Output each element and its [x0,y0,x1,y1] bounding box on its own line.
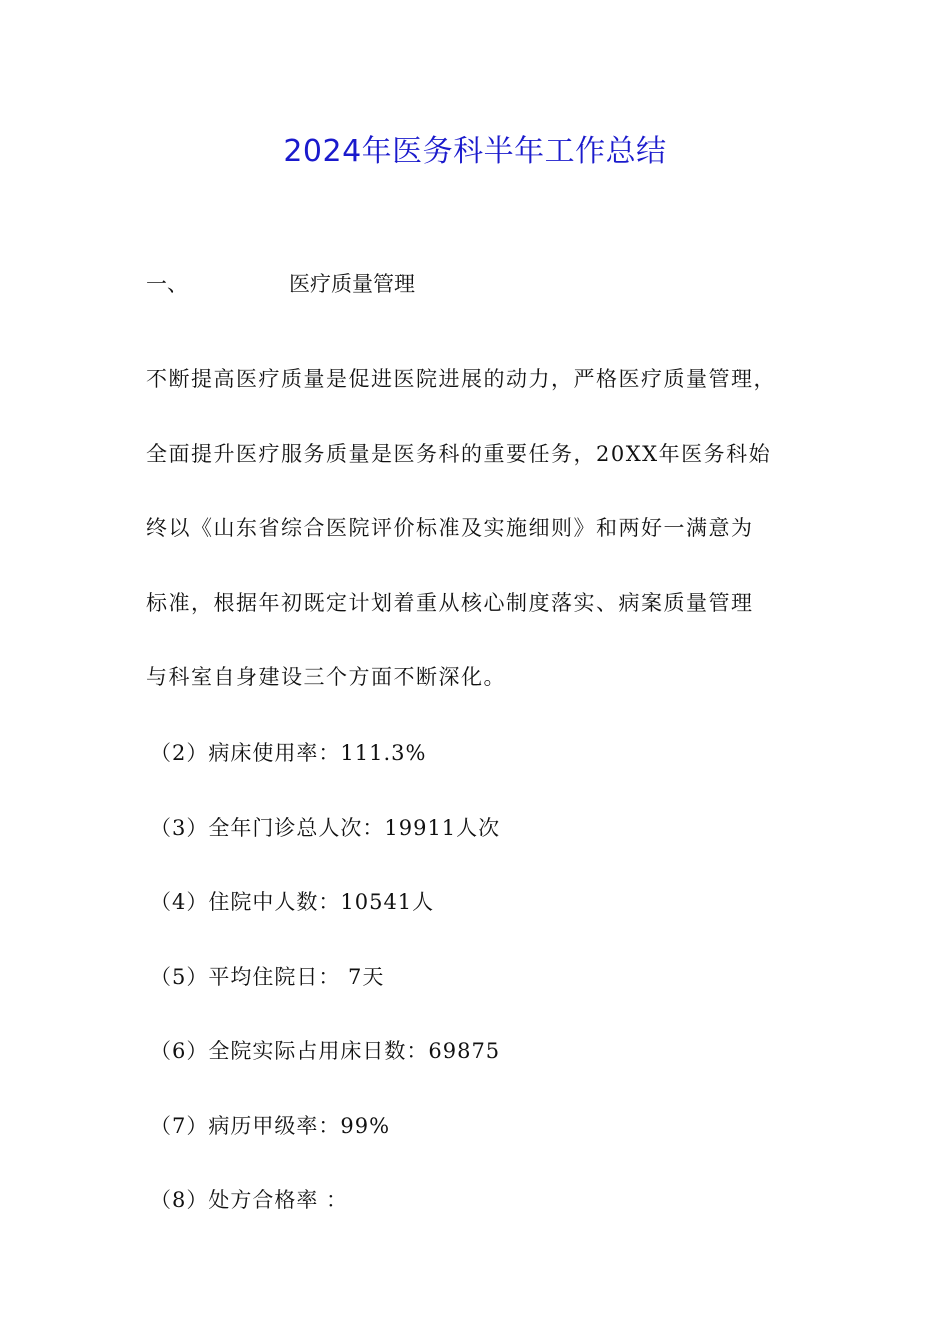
stat-prescription-pass-rate: （8）处方合格率 ： [150,1188,349,1212]
stat-inpatient-count: （4）住院中人数：10541人 [150,890,435,914]
stat-record-grade-a-rate: （7）病历甲级率：99% [150,1113,391,1138]
paragraph-line: 与科室自身建设三个方面不断深化。 [146,665,506,689]
body-paragraph [146,342,836,715]
document-title: 2024年医务科半年工作总结 [283,134,667,169]
stat-bed-usage-rate: （2）病床使用率：111.3% [150,741,427,765]
paragraph-line: 标准，根据年初既定计划着重从核心制度落实、病案质量管理 [146,590,754,615]
section-number: 一、 [146,272,188,296]
section-heading [146,268,415,300]
paragraph-line: 全面提升医疗服务质量是医务科的重要任务，20XX年医务科始 [146,441,772,466]
stats-list [150,716,830,1238]
stat-average-stay: （5）平均住院日： 7天 [150,964,385,989]
stat-outpatient-visits: （3）全年门诊总人次：19911人次 [150,815,501,840]
stat-occupied-bed-days: （6）全院实际占用床日数：69875 [150,1039,501,1063]
paragraph-line: 不断提高医疗质量是促进医院进展的动力，严格医疗质量管理， [146,367,776,391]
section-heading-text: 医疗质量管理 [289,272,415,296]
paragraph-line: 终以《山东省综合医院评价标准及实施细则》和两好一满意为 [146,516,754,540]
